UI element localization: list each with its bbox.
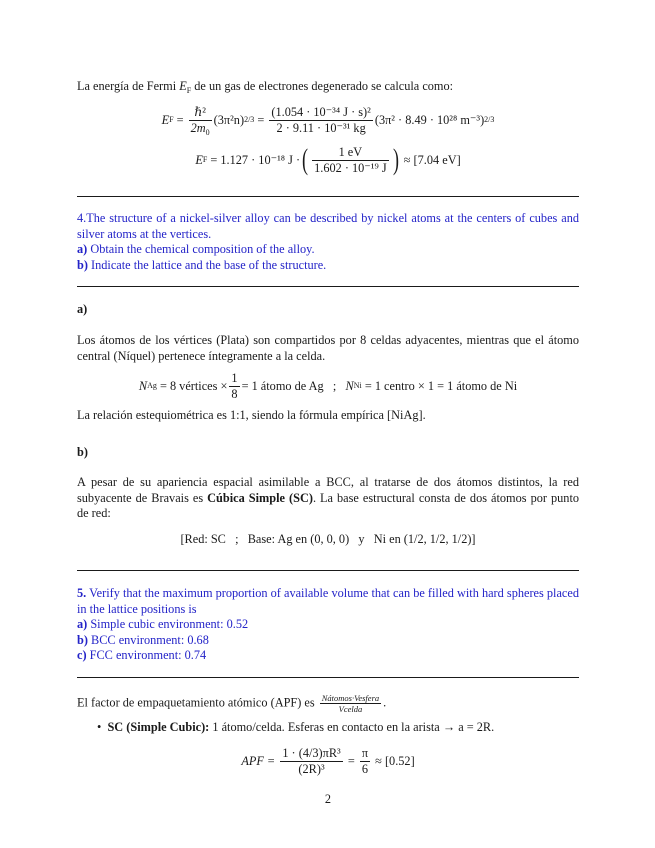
part-a-equation: N Ag = 8 vértices × $\frac{1}{8}$ = 1 átomo de Ag ; N Ni = 1 centro × 1 = 1 átomo de Ni xyxy=(138,370,518,401)
divider xyxy=(77,570,579,571)
part-b-label: b) xyxy=(77,445,88,459)
bullet-icon: • xyxy=(97,720,102,734)
apf-equation: APF = $\frac{\text{1 · (4/3)πR³}}{\text{(2R)³}}$ = $\frac{\pi}{6}$ ≈ [0.52] xyxy=(241,745,415,776)
apf-intro: El factor de empaquetamiento atómico (APF) es $\frac{\text{Nátomos·Vesfera}}{\text{Vcelda}}$ . xyxy=(77,693,387,714)
sc-bullet: • SC (Simple Cubic): 1 átomo/celda. Esferas en contacto en la arista → a = 2R. xyxy=(97,720,495,734)
part-b-text: A pesar de su apariencia espacial asimilable a BCC, al tratarse de dos átomos distintos, la red subyacente de Bravais es Cúbica Simple (SC). La base estructural consta de dos átomos por punto de red: xyxy=(77,475,580,521)
part-a-text: Los átomos de los vértices (Plata) son compartidos por 8 celdas adyacentes, mientras que el átomo central (Níquel) pertenece íntegramente a la celda. xyxy=(77,333,579,363)
document-page xyxy=(77,0,579,848)
divider xyxy=(77,286,579,287)
part-a-label: a) xyxy=(77,302,88,316)
apf-definition-fraction: $\frac{\text{Nátomos·Vesfera}}{\text{Vcelda}}$ xyxy=(321,693,380,714)
hbar-fraction: $\frac{\text{ℏ²}}{2m_0}$ xyxy=(190,104,210,137)
problem-5: 5. Verify that the maximum proportion of available volume that can be filled with hard spheres placed in the lattice positions is a) Simple cubic environment: 0.52 b) BCC environment: 0.68 c) FCC environment: 0.74 xyxy=(77,586,579,663)
page-number: 2 xyxy=(324,792,332,806)
fermi-equation-1: E F = $\frac{\text{ℏ²}}{2m_0}$ (3π²n) 2/3 = $\frac{\text{(1.054 · 10⁻³⁴ J · s)²}}{\text{2 · 9.11 · 10⁻³¹ kg}}$ (3π² · 8.49 · 10²⁸ m⁻³) 2/3 xyxy=(161,104,495,137)
fermi-equation-2: E F = 1.127 · 10⁻¹⁸ J · ( $\frac{1 eV}{\text{1.602 · 10⁻¹⁹ J}}$ ) ≈ [7.04 eV] xyxy=(195,143,461,176)
divider xyxy=(77,196,579,197)
problem-4: 4.The structure of a nickel-silver alloy can be described by nickel atoms at the centers of cubes and silver atoms at the vertices. a) Obtain the chemical composition of the alloy. b) Indicate the lattice and the base of the structure. xyxy=(77,211,579,272)
part-b-result: [Red: SC ; Base: Ag en (0, 0, 0) y Ni en (1/2, 1/2, 1/2)] xyxy=(180,532,476,546)
values-fraction: $\frac{\text{(1.054 · 10⁻³⁴ J · s)²}}{\text{2 · 9.11 · 10⁻³¹ kg}}$ xyxy=(271,104,371,135)
part-a-conclusion: La relación estequiométrica es 1:1, siendo la fórmula empírica [NiAg]. xyxy=(77,408,426,422)
divider xyxy=(77,677,579,678)
fermi-intro: La energía de Fermi $E_F$ de un gas de electrones degenerado se calcula como: xyxy=(77,79,454,95)
